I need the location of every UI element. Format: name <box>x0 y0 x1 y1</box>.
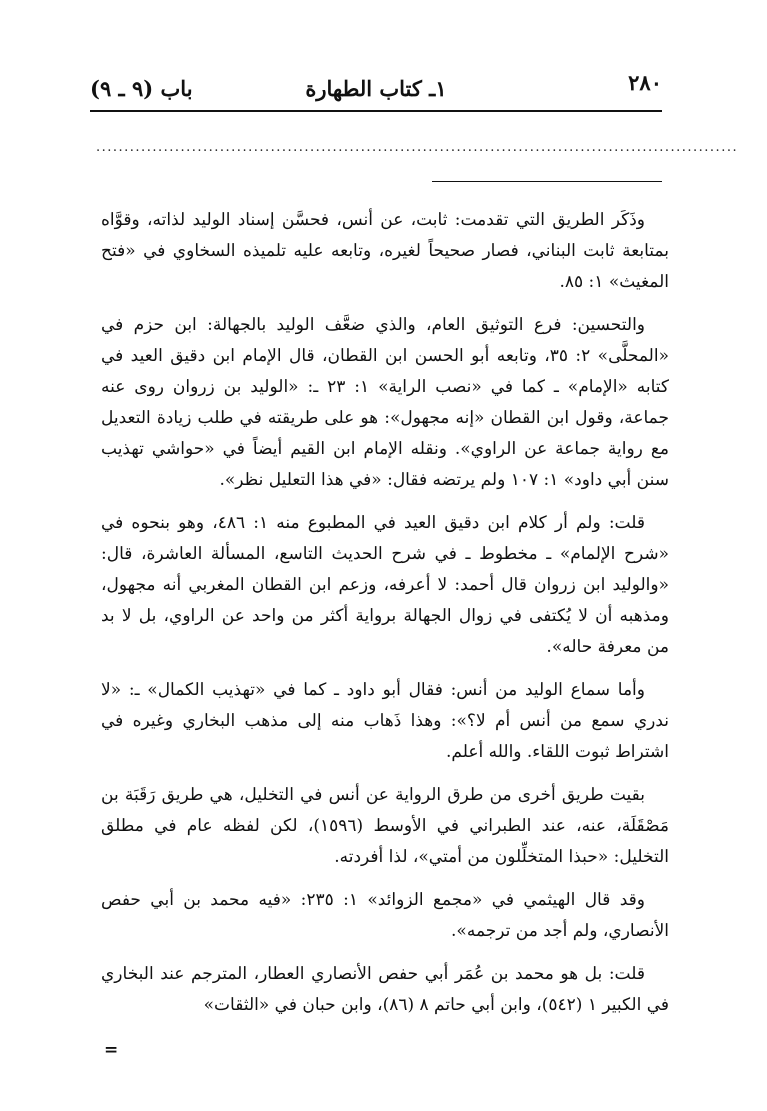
header-rule <box>90 110 662 112</box>
paragraph: بقيت طريق أخرى من طرق الرواية عن أنس في التخليل، هي طريق رَقَبَة بن مَصْقَلَة، عنه، عند الطبراني في الأوسط (١٥٩٦)، لكن لفظه عام في مطلق التخليل: «حبذا المتخلِّلون من أمتي»، لذا أفردته. <box>101 785 669 867</box>
paragraph: والتحسين: فرع التوثيق العام، والذي ضعَّف الوليد بالجهالة: ابن حزم في «المحلَّى» ٢: ٣٥، وتابعه أبو الحسن ابن القطان، قال الإمام ابن دقيق العيد في كتابه «الإمام» ـ كما في «نصب الراية» ١: ٢٣ ـ: «الوليد بن زروان روى عنه جماعة، وقول ابن القطان «إنه مجهول»: هو على طريقته في طلب زيادة التعديل مع رواية جماعة عن الراوي». ونقله الإمام ابن القيم أيضاً في «حواشي تهذيب سنن أبي داود» ١: ١٠٧ ولم يرتضه فقال: «في هذا التعليل نظر». <box>101 315 669 490</box>
chapter-label: باب (٩ ـ ٩) <box>90 76 193 101</box>
paragraph: قلت: ولم أر كلام ابن دقيق العيد في المطبوع منه ١: ٤٨٦، وهو بنحوه في «شرح الإلمام» ـ مخطوط ـ في شرح الحديث التاسع، المسألة العاشرة، قال: «والوليد ابن زروان قال أحمد: لا أعرفه، وزعم ابن القطان المغربي أنه مجهول، ومذهبه أن لا يُكتفى في زوال الجهالة برواية أكثر من واحد عن الراوي، بل لا بد من معرفة حاله». <box>101 513 670 657</box>
paragraph: وأما سماع الوليد من أنس: فقال أبو داود ـ كما في «تهذيب الكمال» ـ: «لا ندري سمع من أنس أم لا؟»: وهذا ذَهاب منه إلى مذهب البخاري وغيره في اشتراط ثبوت اللقاء. والله أعلم. <box>101 680 669 762</box>
dotted-separator: .................................................................................................................. <box>96 140 739 155</box>
page-number: ٢٨٠ <box>628 70 662 95</box>
continuation-mark: = <box>104 1040 119 1060</box>
body-text <box>101 205 669 1021</box>
book-title: ١ـ كتاب الطهارة <box>305 76 447 101</box>
paragraph: وذَكَر الطريق التي تقدمت: ثابت، عن أنس، فحسَّن إسناد الوليد لذاته، وقوَّاه بمتابعة ثابت البناني، فصار صحيحاً لغيره، وتابعه عليه تلميذه السخاوي في «فتح المغيث» ١: ٨٥. <box>101 210 669 292</box>
paragraph: وقد قال الهيثمي في «مجمع الزوائد» ١: ٢٣٥: «فيه محمد بن أبي حفص الأنصاري، ولم أجد من ترجمه». <box>101 890 669 941</box>
footnote-rule <box>432 181 662 182</box>
paragraph: قلت: بل هو محمد بن عُمَر أبي حفص الأنصاري العطار، المترجم عند البخاري في الكبير ١ (٥٤٢)، وابن أبي حاتم ٨ (٨٦)، وابن حبان في «الثقات» <box>101 964 669 1015</box>
page-header <box>90 66 662 106</box>
